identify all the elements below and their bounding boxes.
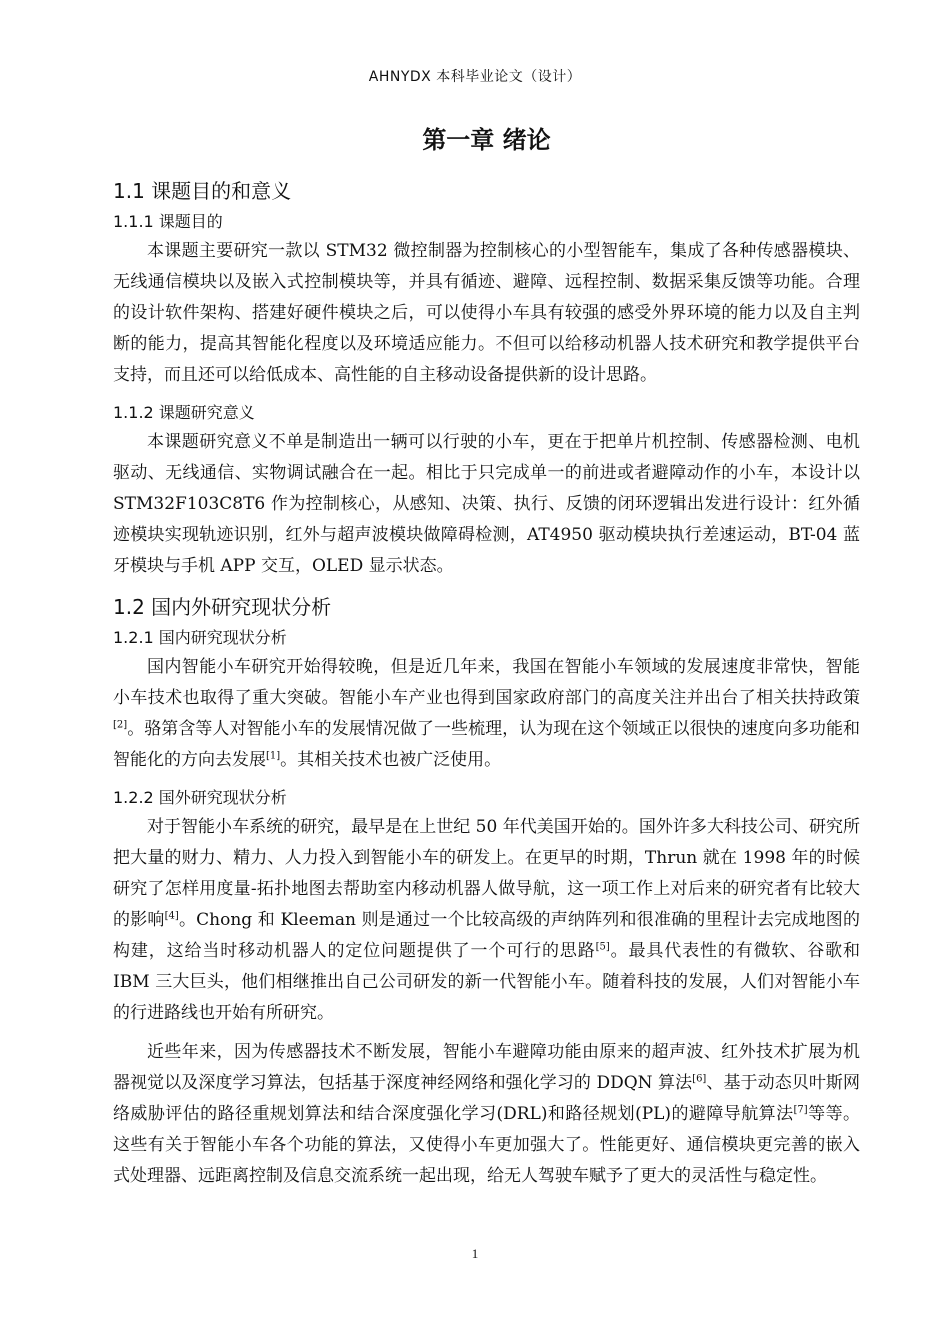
section-heading-1-1: 1.1 课题目的和意义 xyxy=(113,179,292,203)
text-run: 、基于动态贝叶斯网络威胁评估的路径重规划算法和结合深度强化学习(DRL)和路径规划(PL)的避障导航算法 xyxy=(113,1073,860,1124)
text-run: 。Chong 和 Kleeman 则是通过一个比较高级的声纳阵列和很准确的里程计去完成地图的构建，这给当时移动机器人的定位问题提供了一个可行的思路 xyxy=(113,910,860,961)
subsection-heading-1-1-1: 1.1.1 课题目的 xyxy=(113,212,223,231)
paragraph-domestic xyxy=(113,652,860,776)
citation-ref: [7] xyxy=(793,1104,808,1116)
running-header: AHNYDX 本科毕业论文（设计） xyxy=(368,69,582,85)
text-run: 等等。这些有关于智能小车各个功能的算法，又使得小车更加强大了。性能更好、通信模块更完善的嵌入式处理器、远距离控制及信息交流系统一起出现，给无人驾驶车赋予了更大的灵活性与稳定性。 xyxy=(113,1104,860,1186)
subsection-heading-1-2-1: 1.2.1 国内研究现状分析 xyxy=(113,628,287,647)
text-run: 对于智能小车系统的研究，最早是在上世纪 50 年代美国开始的。国外许多大科技公司、研究所把大量的财力、精力、人力投入到智能小车的研发上。在更早的时期，Thrun 就在 1998 年的时候研究了怎样用度量-拓扑地图去帮助室内移动机器人做导航，这一项工作上对后来的研究者有比较大的影响 xyxy=(113,817,860,930)
citation-ref: [1] xyxy=(266,750,281,762)
citation-ref: [2] xyxy=(113,719,128,731)
citation-ref: [4] xyxy=(164,910,179,922)
page-body xyxy=(113,120,860,1192)
text-run: 国内智能小车研究开始得较晚，但是近几年来，我国在智能小车领域的发展速度非常快，智能小车技术也取得了重大突破。智能小车产业也得到国家政府部门的高度关注并出台了相关扶持政策 xyxy=(113,657,860,708)
paragraph-foreign-1 xyxy=(113,812,860,1029)
chapter-title: 第一章 绪论 xyxy=(422,126,551,154)
subsection-heading-1-1-2: 1.1.2 课题研究意义 xyxy=(113,403,255,422)
text-run: 。其相关技术也被广泛使用。 xyxy=(280,750,502,770)
paragraph-significance: 本课题研究意义不单是制造出一辆可以行驶的小车，更在于把单片机控制、传感器检测、电机驱动、无线通信、实物调试融合在一起。相比于只完成单一的前进或者避障动作的小车，本设计以 STM32F103C8T6 作为控制核心，从感知、决策、执行、反馈的闭环逻辑出发进行设计：红外循迹模块实现轨迹识别，红外与超声波模块做障碍检测，AT4950 驱动模块执行差速运动，BT-04 蓝牙模块与手机 APP 交互，OLED 显示状态。 xyxy=(113,432,860,576)
citation-ref: [6] xyxy=(692,1073,707,1085)
section-heading-1-2: 1.2 国内外研究现状分析 xyxy=(113,595,332,619)
citation-ref: [5] xyxy=(595,941,610,953)
text-run: 近些年来，因为传感器技术不断发展，智能小车避障功能由原来的超声波、红外技术扩展为机器视觉以及深度学习算法，包括基于深度神经网络和强化学习的 DDQN 算法 xyxy=(113,1042,860,1093)
page-number: 1 xyxy=(471,1246,479,1261)
text-run: 。最具代表性的有微软、谷歌和 IBM 三大巨头，他们相继推出自己公司研发的新一代智能小车。随着科技的发展，人们对智能小车的行进路线也开始有所研究。 xyxy=(113,941,860,1023)
subsection-heading-1-2-2: 1.2.2 国外研究现状分析 xyxy=(113,788,287,807)
paragraph-foreign-2 xyxy=(113,1037,860,1192)
text-run: 。骆第含等人对智能小车的发展情况做了一些梳理，认为现在这个领域正以很快的速度向多功能和智能化的方向去发展 xyxy=(113,719,860,770)
paragraph-purpose: 本课题主要研究一款以 STM32 微控制器为控制核心的小型智能车，集成了各种传感器模块、无线通信模块以及嵌入式控制模块等，并具有循迹、避障、远程控制、数据采集反馈等功能。合理的设计软件架构、搭建好硬件模块之后，可以使得小车具有较强的感受外界环境的能力以及自主判断的能力，提高其智能化程度以及环境适应能力。不但可以给移动机器人技术研究和教学提供平台支持，而且还可以给低成本、高性能的自主移动设备提供新的设计思路。 xyxy=(113,241,860,385)
